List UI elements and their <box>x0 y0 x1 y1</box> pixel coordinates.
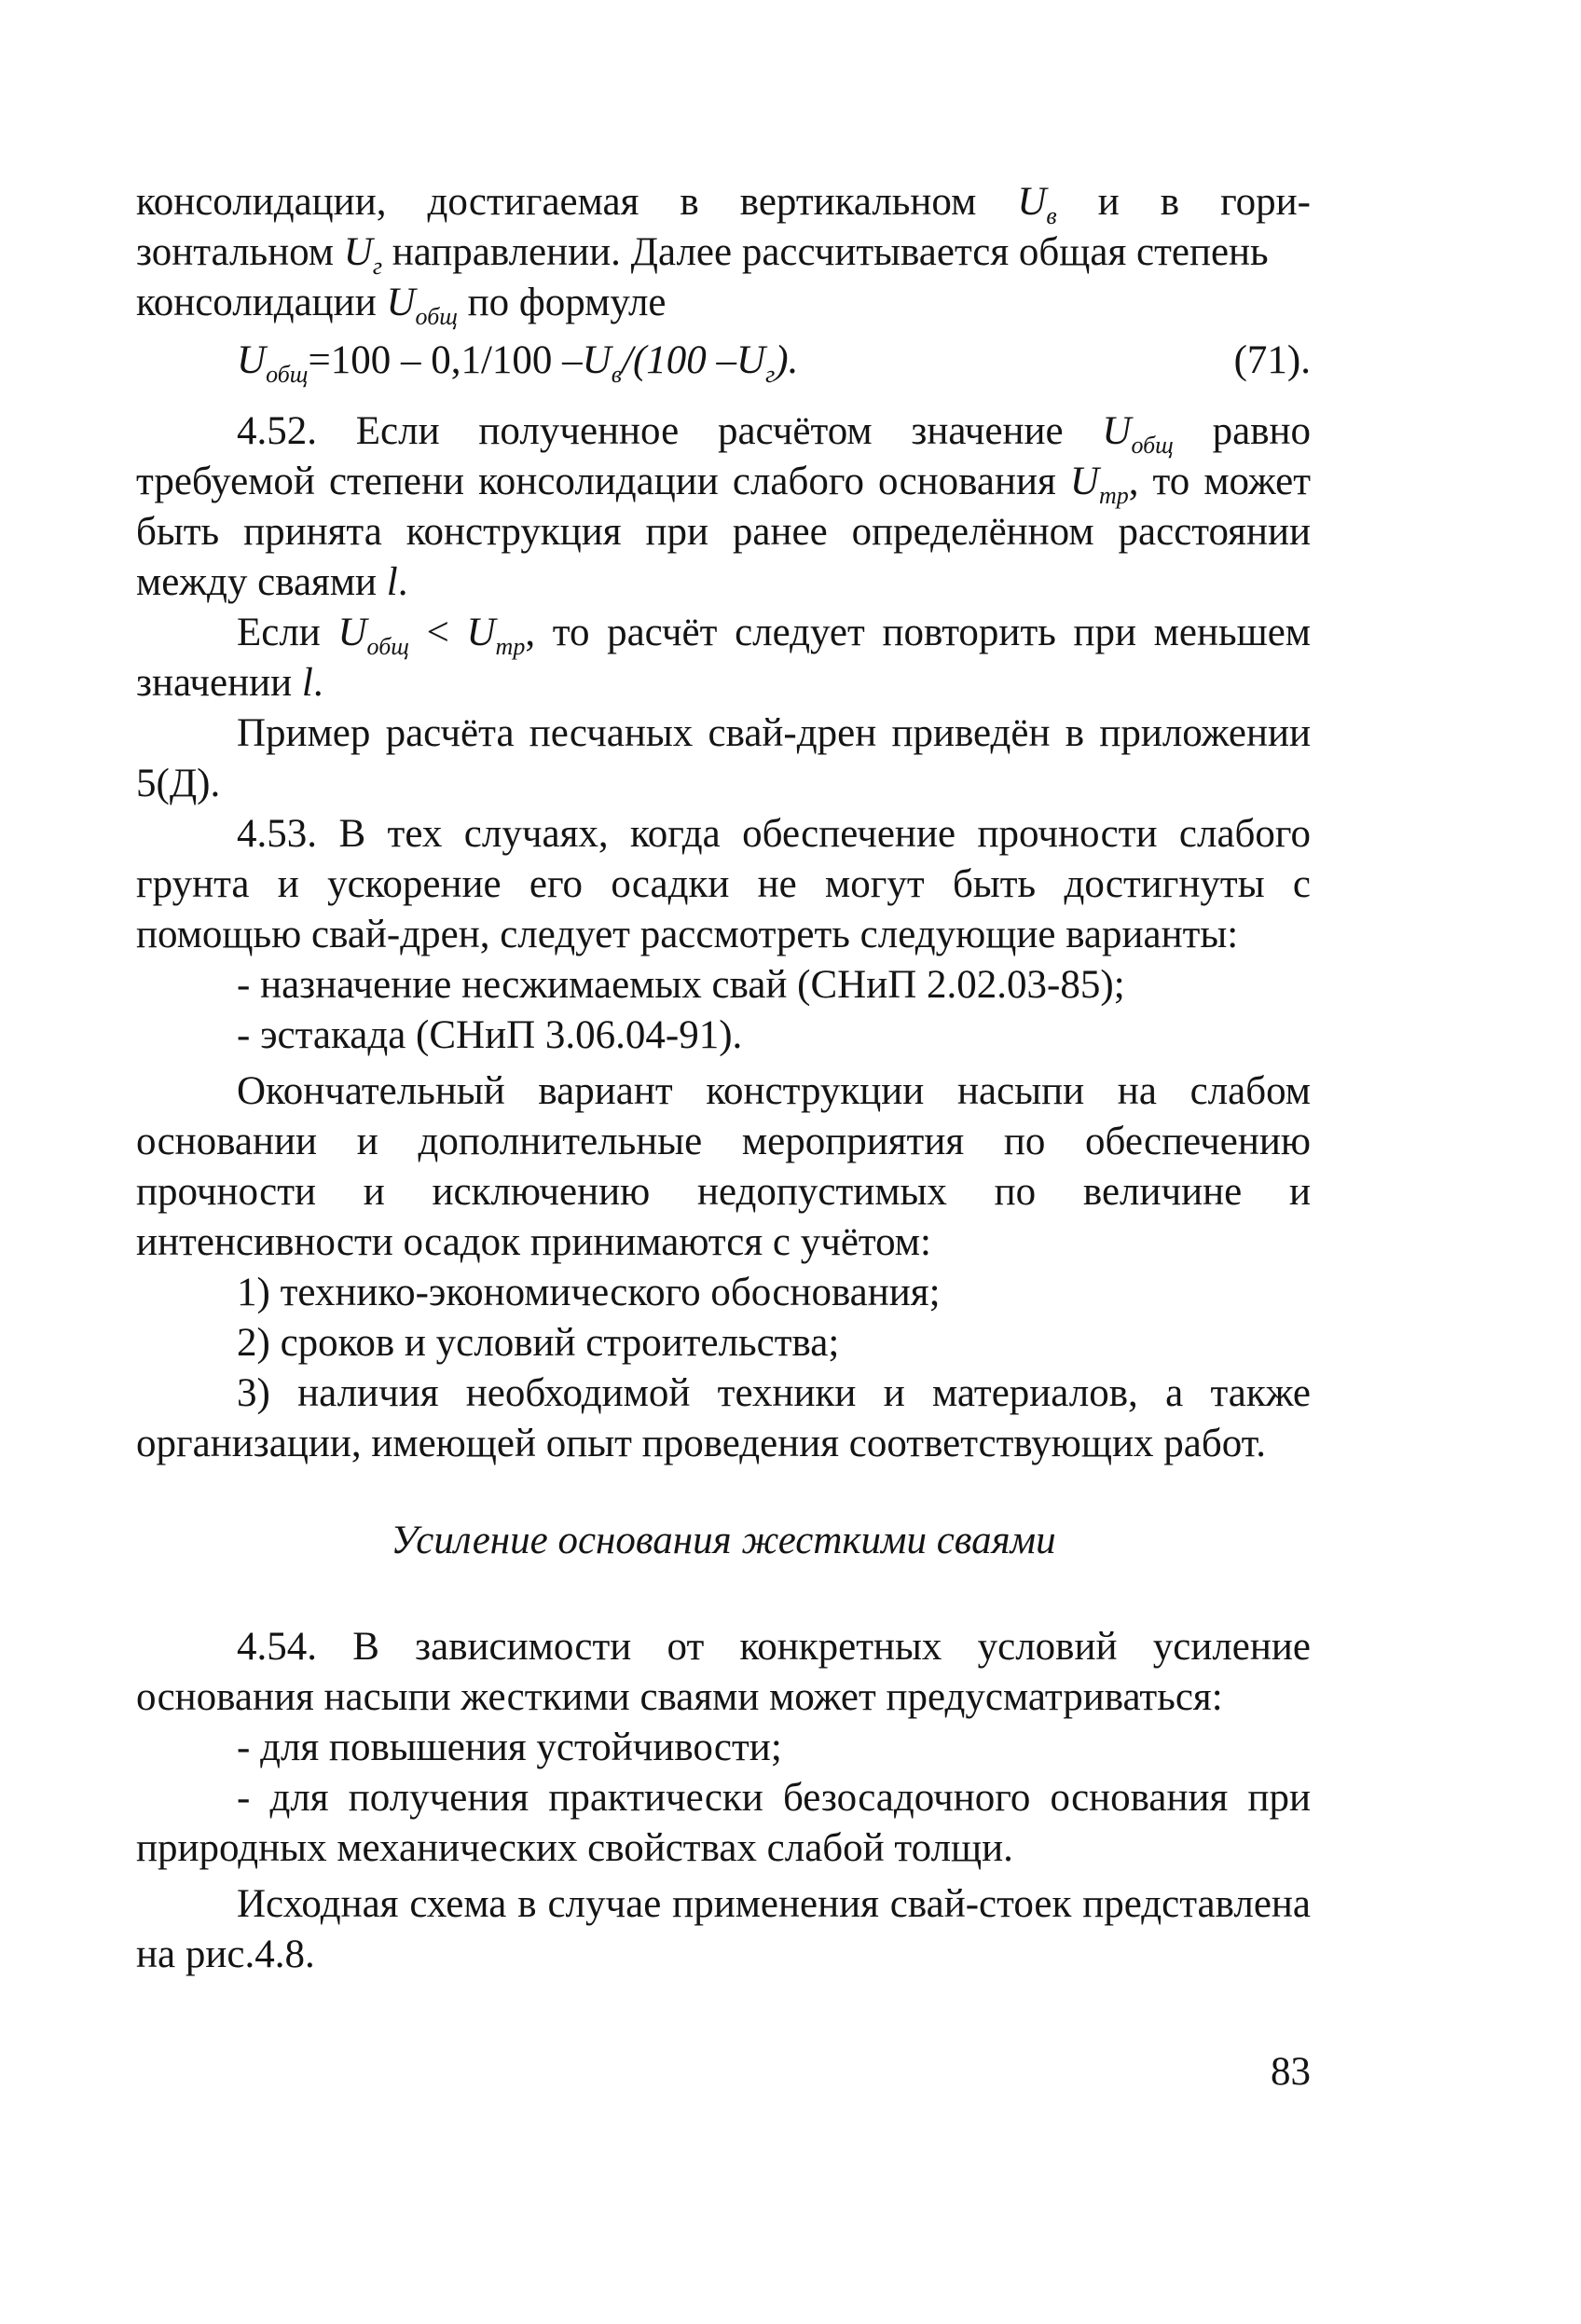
symbol-u: U <box>1017 180 1047 224</box>
intro-line-1: консолидации, достигаемая в вертикальном $U_в$ и в гори- <box>136 180 1311 229</box>
paragraph-final: Окончательный вариант конструкции насыпи на слабом основании и дополнительные мероприятия по обеспечению прочности и исключению недопустимых по величине и интенсивности осадок принимаются с учётом: <box>136 1069 1311 1264</box>
paragraph-4-53: 4.53. В тех случаях, когда обеспечение прочности слабого грунта и ускорение его осадки не могут быть достигнуты с помощью свай-дрен, следует рассмотреть следующие варианты: <box>136 812 1311 956</box>
paragraph-example: Пример расчёта песчаных свай-дрен приведён в приложении 5(Д). <box>136 711 1311 805</box>
paragraph-scheme: Исходная схема в случае применения свай-стоек представлена на рис.4.8. <box>136 1882 1311 1976</box>
formula-expression: $U_{общ}=100 - 0,1/100$ $-U_в/(100$ $-U_г$). <box>237 338 799 388</box>
section-heading: Усиление основания жесткими сваями <box>391 1519 1056 1562</box>
purpose-item: - для получения практически безосадочного основания при природных механических свойствах слабой толщи. <box>136 1776 1311 1870</box>
intro-line-2: зонтальном $U_г$ направлении. Далее рассчитывается общая степень <box>136 230 1269 280</box>
intro-line-3: консолидации $U_{общ}$ по формуле <box>136 281 667 330</box>
formula-71 <box>136 336 1311 386</box>
option-item: - назначение несжимаемых свай (СНиП 2.02.03-85); <box>237 963 1125 1007</box>
page-body <box>136 177 1311 1980</box>
numbered-item: 3) наличия необходимой техники и материалов, а также организации, имеющей опыт проведения соответствующих работ. <box>136 1371 1311 1465</box>
numbered-item: 1) технико-экономического обоснования; <box>237 1271 941 1314</box>
option-item: - эстакада (СНиП 3.06.04-91). <box>237 1013 743 1057</box>
purpose-item: - для повышения устойчивости; <box>237 1726 782 1769</box>
page-number: 83 <box>1271 2050 1311 2094</box>
formula-number: (71). <box>1233 338 1311 382</box>
paragraph-4-52: 4.52. Если полученное расчётом значение $U_{общ}$ равно требуемой степени консолидации слабого основания $U_{тр}$, то может быть принята конструкция при ранее определённом расстоянии между сваями l. <box>136 409 1312 604</box>
intro-paragraph <box>136 177 1311 328</box>
paragraph-if: Если $U_{общ} < U_{тр}$, то расчёт следует повторить при меньшем значении l. <box>136 611 1311 705</box>
numbered-item: 2) сроков и условий строительства; <box>237 1321 840 1365</box>
paragraph-4-54: 4.54. В зависимости от конкретных условий усиление основания насыпи жесткими сваями может предусматриваться: <box>136 1625 1311 1719</box>
